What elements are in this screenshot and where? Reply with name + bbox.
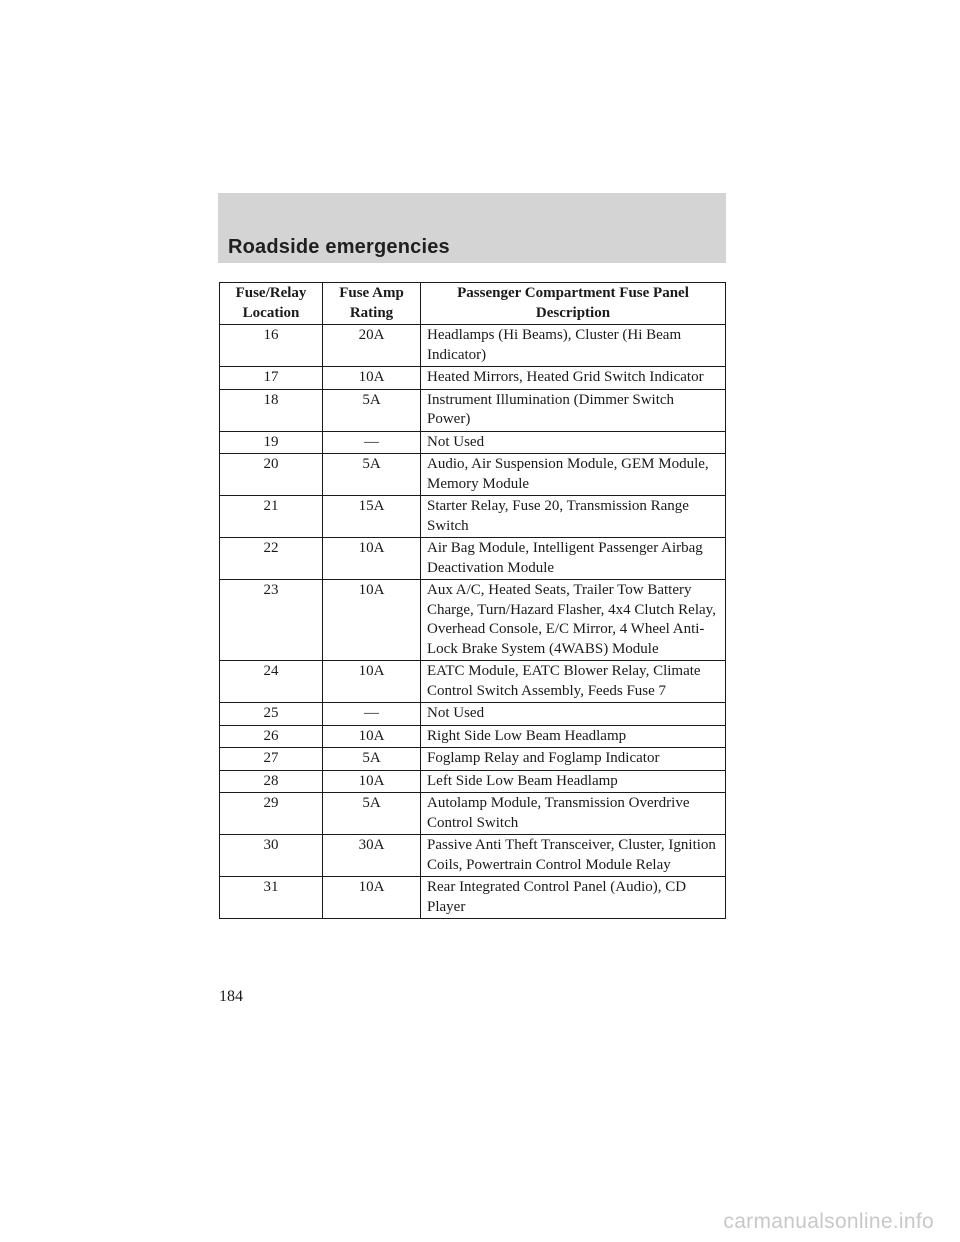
- fuse-description-cell: Passive Anti Theft Transceiver, Cluster, Ignition Coils, Powertrain Control Module Relay: [421, 835, 726, 877]
- table-row: [220, 367, 726, 390]
- fuse-description-cell: Rear Integrated Control Panel (Audio), CD Player: [421, 877, 726, 919]
- fuse-description-cell: Heated Mirrors, Heated Grid Switch Indicator: [421, 367, 726, 390]
- table-row: [220, 835, 726, 877]
- fuse-description-cell: Not Used: [421, 431, 726, 454]
- fuse-location-cell: 30: [220, 835, 323, 877]
- fuse-rating-cell: 5A: [323, 748, 421, 771]
- table-row: [220, 703, 726, 726]
- fuse-rating-cell: 10A: [323, 725, 421, 748]
- table-row: [220, 580, 726, 661]
- table-row: [220, 793, 726, 835]
- fuse-rating-cell: —: [323, 431, 421, 454]
- fuse-rating-cell: 5A: [323, 389, 421, 431]
- fuse-rating-cell: —: [323, 703, 421, 726]
- fuse-rating-cell: 10A: [323, 538, 421, 580]
- fuse-table: [219, 282, 726, 919]
- table-row: [220, 325, 726, 367]
- header-location: [220, 283, 323, 325]
- fuse-rating-cell: 20A: [323, 325, 421, 367]
- fuse-rating-cell: 10A: [323, 580, 421, 661]
- fuse-rating-cell: 5A: [323, 454, 421, 496]
- fuse-location-cell: 28: [220, 770, 323, 793]
- table-row: [220, 389, 726, 431]
- fuse-location-cell: 26: [220, 725, 323, 748]
- fuse-rating-cell: 15A: [323, 496, 421, 538]
- section-header-band: [218, 193, 726, 263]
- fuse-description-cell: Starter Relay, Fuse 20, Transmission Range Switch: [421, 496, 726, 538]
- fuse-description-cell: Aux A/C, Heated Seats, Trailer Tow Battery Charge, Turn/Hazard Flasher, 4x4 Clutch Relay, Overhead Console, E/C Mirror, 4 Wheel Anti-Lock Brake System (4WABS) Module: [421, 580, 726, 661]
- table-row: [220, 431, 726, 454]
- fuse-location-cell: 21: [220, 496, 323, 538]
- fuse-description-cell: Left Side Low Beam Headlamp: [421, 770, 726, 793]
- fuse-description-cell: Headlamps (Hi Beams), Cluster (Hi Beam Indicator): [421, 325, 726, 367]
- fuse-rating-cell: 5A: [323, 793, 421, 835]
- table-row: [220, 538, 726, 580]
- fuse-location-cell: 31: [220, 877, 323, 919]
- table-row: [220, 725, 726, 748]
- fuse-table-body: [220, 325, 726, 919]
- fuse-location-cell: 17: [220, 367, 323, 390]
- fuse-rating-cell: 10A: [323, 367, 421, 390]
- fuse-location-cell: 29: [220, 793, 323, 835]
- fuse-description-cell: Instrument Illumination (Dimmer Switch Power): [421, 389, 726, 431]
- fuse-location-cell: 18: [220, 389, 323, 431]
- page-number: 184: [219, 988, 243, 1005]
- fuse-description-cell: Audio, Air Suspension Module, GEM Module, Memory Module: [421, 454, 726, 496]
- table-row: [220, 877, 726, 919]
- fuse-location-cell: 23: [220, 580, 323, 661]
- fuse-location-cell: 27: [220, 748, 323, 771]
- fuse-description-cell: Air Bag Module, Intelligent Passenger Airbag Deactivation Module: [421, 538, 726, 580]
- fuse-location-cell: 25: [220, 703, 323, 726]
- fuse-description-cell: Not Used: [421, 703, 726, 726]
- fuse-location-cell: 22: [220, 538, 323, 580]
- fuse-rating-cell: 10A: [323, 661, 421, 703]
- fuse-rating-cell: 10A: [323, 877, 421, 919]
- header-location-label: Fuse/Relay Location: [235, 285, 307, 321]
- fuse-location-cell: 16: [220, 325, 323, 367]
- fuse-description-cell: EATC Module, EATC Blower Relay, Climate Control Switch Assembly, Feeds Fuse 7: [421, 661, 726, 703]
- fuse-description-cell: Right Side Low Beam Headlamp: [421, 725, 726, 748]
- watermark: carmanualsonline.info: [723, 1210, 934, 1233]
- table-header-row: [220, 283, 726, 325]
- fuse-rating-cell: 30A: [323, 835, 421, 877]
- table-row: [220, 496, 726, 538]
- fuse-location-cell: 19: [220, 431, 323, 454]
- header-rating: [323, 283, 421, 325]
- fuse-location-cell: 20: [220, 454, 323, 496]
- fuse-rating-cell: 10A: [323, 770, 421, 793]
- header-description: [421, 283, 726, 325]
- section-title: Roadside emergencies: [228, 236, 450, 258]
- fuse-description-cell: Foglamp Relay and Foglamp Indicator: [421, 748, 726, 771]
- table-row: [220, 661, 726, 703]
- header-description-label: Passenger Compartment Fuse Panel Description: [457, 285, 689, 321]
- fuse-location-cell: 24: [220, 661, 323, 703]
- table-row: [220, 748, 726, 771]
- table-row: [220, 770, 726, 793]
- table-row: [220, 454, 726, 496]
- header-rating-label: Fuse Amp Rating: [339, 285, 404, 321]
- fuse-description-cell: Autolamp Module, Transmission Overdrive Control Switch: [421, 793, 726, 835]
